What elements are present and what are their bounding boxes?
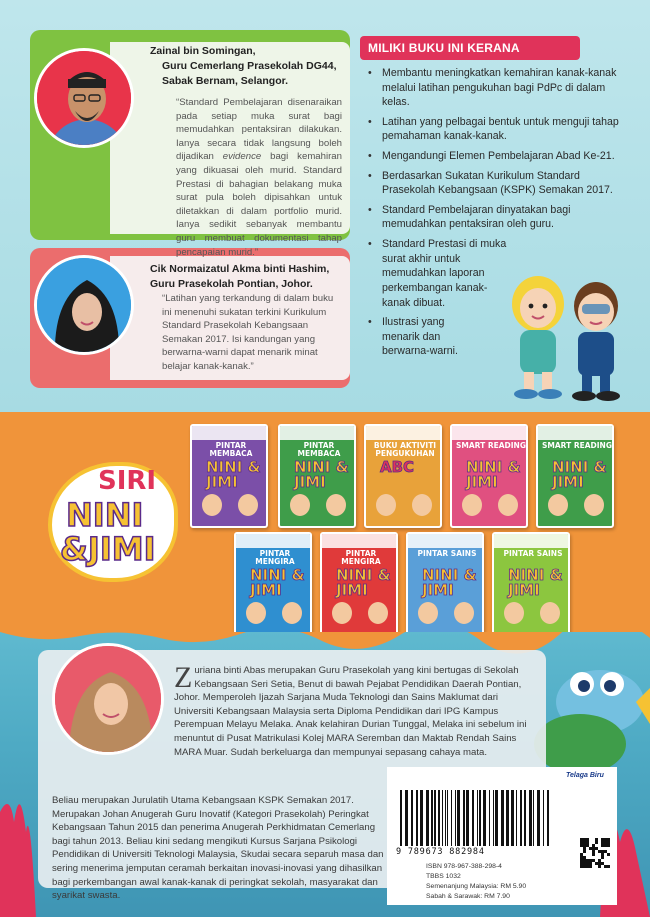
book-character (332, 602, 352, 624)
barcode-bar (529, 790, 532, 846)
book-band (452, 426, 528, 440)
barcode-bar (457, 790, 460, 846)
barcode-bar (438, 790, 440, 846)
qr-module (586, 838, 589, 841)
book-cover (450, 424, 528, 528)
qr-module (592, 853, 595, 856)
qr-module (607, 865, 610, 868)
top-section (0, 0, 650, 412)
book-series: NINI & JIMI (552, 458, 607, 491)
reviewer-1-name: Zainal bin Somingan, (150, 45, 256, 57)
qr-module (586, 844, 589, 847)
reason-item: • Latihan yang pelbagai bentuk untuk menguji tahap pemahaman kanak-kanak. (364, 115, 632, 144)
book-title: BUKU AKTIVITI PENGUKUHAN (373, 441, 437, 459)
qr-module (592, 844, 595, 847)
book-band (236, 534, 312, 548)
book-title: PINTAR MEMBACA (209, 441, 253, 459)
qr-module (601, 856, 604, 859)
nini-jimi-illustration (496, 262, 636, 412)
qr-module (580, 862, 583, 865)
qr-module (583, 850, 586, 853)
qr-module (604, 850, 607, 853)
barcode-bars (398, 790, 550, 846)
qr-module (598, 859, 601, 862)
book-title: PINTAR MEMBACA (297, 441, 341, 459)
barcode-bar (466, 790, 469, 846)
barcode-bar (511, 790, 514, 846)
reviewer-2-name: Cik Normaizatul Akma binti Hashim, (150, 263, 330, 275)
reason-item: • Standard Prestasi di muka surat akhir untuk memudahkan laporan perkembangan kanak-kanak dibuat. (364, 237, 514, 310)
series-logo-siri: SIRI (98, 466, 157, 496)
book-cover (190, 424, 268, 528)
qr-module (604, 865, 607, 868)
qr-module (589, 859, 592, 862)
reason-item: • Berdasarkan Sukatan Kurikulum Standard Prasekolah Kebangsaan (KSPK) Semakan 2017. (364, 169, 632, 198)
qr-module (580, 859, 583, 862)
barcode-bar (533, 790, 534, 846)
book-character (202, 494, 222, 516)
qr-module (607, 853, 610, 856)
barcode-bar (420, 790, 423, 846)
qr-module (607, 841, 610, 844)
book-title: PINTAR MENGIRA (255, 549, 295, 567)
barcode-bar (489, 790, 490, 846)
barcode-bar (547, 790, 549, 846)
book-band (538, 426, 614, 440)
barcode-bar (400, 790, 402, 846)
reason-item: • Ilustrasi yang menarik dan berwarna-warni. (364, 315, 474, 359)
reason-item: • Standard Pembelajaran dinyatakan bagi memudahkan pentaksiran oleh guru. (364, 203, 584, 232)
qr-module (583, 865, 586, 868)
qr-module (607, 838, 610, 841)
barcode-bar (431, 790, 433, 846)
qr-module (583, 847, 586, 850)
reviewer-1-quote-em: evidence (222, 151, 262, 163)
qr-module (601, 850, 604, 853)
qr-module (589, 865, 592, 868)
author-bio-paragraph-1 (174, 661, 536, 759)
book-series: NINI & JIMI (336, 566, 391, 599)
book-character (368, 602, 388, 624)
reviewer-1-quote-part2: bagi kemahiran yang dikuasai oleh murid. Standard Prestasi di bahagian belakang muka surat pula boleh dipisahkan untuk diletakkan di dalam portfolio murid. Ianya sedikit sebanyak membantu guru membuat dokumentasi tahap pencapaian murid.” (176, 151, 342, 258)
qr-module (586, 859, 589, 862)
qr-module (589, 862, 592, 865)
qr-module (589, 847, 592, 850)
book-character (246, 602, 266, 624)
barcode-bar (463, 790, 465, 846)
book-cover (278, 424, 356, 528)
book-band (366, 426, 442, 440)
book-character (326, 494, 346, 516)
series-logo-jimi: &JIMI (60, 530, 156, 568)
book-title: PINTAR SAINS (417, 549, 477, 558)
barcode-bar (477, 790, 478, 846)
book-band (494, 534, 570, 548)
qr-module (601, 841, 604, 844)
book-character (376, 494, 396, 516)
book-character (548, 494, 568, 516)
book-character (504, 602, 524, 624)
book-character (462, 494, 482, 516)
qr-module (598, 865, 601, 868)
barcode-bar (455, 790, 456, 846)
price-east: Sabah & Sarawak: RM 7.90 (426, 892, 510, 900)
book-cover (320, 532, 398, 636)
qr-module (580, 865, 583, 868)
book-band (408, 534, 484, 548)
qr-module (592, 847, 595, 850)
barcode-bar (493, 790, 494, 846)
barcode-bar (442, 790, 443, 846)
qr-module (604, 841, 607, 844)
book-band (280, 426, 356, 440)
barcode-bar (537, 790, 540, 846)
book-series: NINI & JIMI (508, 566, 563, 599)
book-series: NINI & JIMI (466, 458, 521, 491)
qr-module (595, 841, 598, 844)
qr-module (580, 841, 583, 844)
product-info (426, 862, 526, 901)
barcode-number: 9 789673 882984 (396, 847, 485, 857)
qr-module (604, 838, 607, 841)
qr-module (595, 847, 598, 850)
reviewer-1-quote-part1: “Standard Pembelajaran disenaraikan pada setiap muka surat bagi memudahkan pentaksiran dilakukan. Ianya secara tidak langsung boleh dijadikan (176, 97, 342, 163)
qr-module (595, 862, 598, 865)
barcode-bar (543, 790, 544, 846)
book-series: NINI & JIMI (422, 566, 477, 599)
reviewer-1-name-block (150, 44, 336, 90)
qr-module (607, 844, 610, 847)
qr-code (580, 838, 610, 868)
qr-module (583, 859, 586, 862)
barcode-bar (447, 790, 448, 846)
barcode-bar (411, 790, 413, 846)
author-bio-paragraph-2: Beliau merupakan Jurulatih Utama Kebangsaan KSPK Semakan 2017. Merupakan Johan Anugerah Guru Inovatif (Kategori Prasekolah) Peringkat Kebangsaan Tahun 2015 dan penerima Anugerah Perkhidmatan Cemerlang bagi tahun 2013. Beliau kini sedang mengikuti Kursus Sarjana Psikologi Pendidikan di Universiti Teknologi Malaysia, Skudai secara separuh masa dan sering menerima jemputan ceramah berkaitan inovasi-inovasi yang dihasilkan bagi perkembangan awal kanak-kanak di peringkat sekolah, masyarakat dan syarikat swasta. (52, 795, 384, 902)
barcode-bar (445, 790, 446, 846)
reviewer-2-name-block (150, 262, 329, 292)
barcode-bar (506, 790, 509, 846)
qr-module (583, 841, 586, 844)
book-character (282, 602, 302, 624)
qr-module (598, 862, 601, 865)
author-bio-dropcap: Z (174, 661, 193, 694)
publisher-logo: Telaga Biru (566, 772, 604, 779)
qr-module (601, 838, 604, 841)
barcode-bar (451, 790, 452, 846)
qr-module (601, 862, 604, 865)
reviewer-1-quote (176, 96, 342, 259)
author-bio-text-1: uriana binti Abas merupakan Guru Prasekolah yang kini bertugas di Sekolah Kebangsaan Seri Setia, Benut di bawah Pejabat Pendidikan Daerah Pontian, Johor. Memperoleh Ijazah Sarjana Muda Teknologi dan Sains Maklumat dari Universiti Kebangsaan Malaysia serta Diploma Pendidikan dari IPG Kampus Perempuan Melayu Melaka. Anak kelahiran Durian Tunggal, Melaka ini sebelum ini menuntut di Pusat Matrikulasi Kolej MARA Seremban dan Maktab Rendah Sains MARA Muar. Sudah berkeluarga dan mempunyai sepasang cahaya mata. (174, 665, 527, 758)
book-character (290, 494, 310, 516)
qr-module (580, 844, 583, 847)
book-cover (536, 424, 614, 528)
qr-module (601, 853, 604, 856)
book-character (498, 494, 518, 516)
reviewer-2-quote: “Latihan yang terkandung di dalam buku ini menenuhi sukatan terkini Kurikulum Standard Prasekolah Kebangsaan Semakan 2017. Isi kandungan yang berwarna-warni dapat menarik minat belajar kanak-kanak.” (162, 293, 334, 373)
reviewer-1-photo (34, 48, 134, 148)
qr-module (592, 850, 595, 853)
isbn-text: ISBN 978-967-388-298-4 (426, 863, 502, 870)
barcode-bar (434, 790, 436, 846)
qr-module (586, 865, 589, 868)
book-title: PINTAR SAINS (503, 549, 563, 558)
qr-module (583, 838, 586, 841)
book-character (412, 494, 432, 516)
book-title: SMART READING (456, 441, 526, 450)
barcode-bar (472, 790, 474, 846)
book-cover (406, 532, 484, 636)
barcode-bar (516, 790, 517, 846)
barcode-bar (479, 790, 481, 846)
series-logo-nini: NINI (66, 496, 144, 534)
barcode-bar (520, 790, 522, 846)
book-character (454, 602, 474, 624)
book-title: PINTAR MENGIRA (341, 549, 381, 567)
book-character (540, 602, 560, 624)
qr-module (583, 856, 586, 859)
barcode-bar (416, 790, 418, 846)
book-cover (234, 532, 312, 636)
qr-module (580, 838, 583, 841)
price-peninsular: Semenanjung Malaysia: RM 5.90 (426, 882, 527, 890)
author-photo (52, 643, 164, 755)
reviewer-2-role: Guru Prasekolah Pontian, Johor. (150, 278, 313, 291)
reason-item: • Membantu meningkatkan kemahiran kanak-kanak melalui latihan pengukuhan bagi PdPc di dalam kelas. (364, 66, 632, 110)
barcode-bar (483, 790, 486, 846)
qr-module (583, 862, 586, 865)
book-character (418, 602, 438, 624)
book-series: ABC (380, 458, 415, 476)
barcode-bar (495, 790, 498, 846)
qr-module (586, 841, 589, 844)
reason-item: • Mengandungi Elemen Pembelajaran Abad Ke-21. (364, 149, 632, 164)
book-character (584, 494, 604, 516)
barcode-bar (524, 790, 526, 846)
qr-module (586, 862, 589, 865)
reviewer-1-place: Sabak Bernam, Selangor. (162, 75, 289, 88)
book-character (238, 494, 258, 516)
reasons-title: MILIKI BUKU INI KERANA (360, 36, 580, 60)
book-band (322, 534, 398, 548)
book-cover (492, 532, 570, 636)
product-code: TBBS 1032 (426, 872, 461, 880)
book-cover (364, 424, 442, 528)
qr-module (604, 844, 607, 847)
barcode-bar (405, 790, 408, 846)
book-band (192, 426, 268, 440)
book-series: NINI & JIMI (206, 458, 261, 491)
qr-module (595, 838, 598, 841)
reviewer-2-photo (34, 255, 134, 355)
qr-module (601, 844, 604, 847)
qr-module (583, 844, 586, 847)
book-series: NINI & JIMI (250, 566, 305, 599)
qr-module (598, 850, 601, 853)
barcode-bar (426, 790, 429, 846)
book-series: NINI & JIMI (294, 458, 349, 491)
barcode-bar (501, 790, 504, 846)
book-title: SMART READING (542, 441, 612, 450)
reviewer-1-role: Guru Cemerlang Prasekolah DG44, (162, 60, 337, 73)
qr-module (592, 859, 595, 862)
qr-module (580, 856, 583, 859)
qr-module (580, 853, 583, 856)
